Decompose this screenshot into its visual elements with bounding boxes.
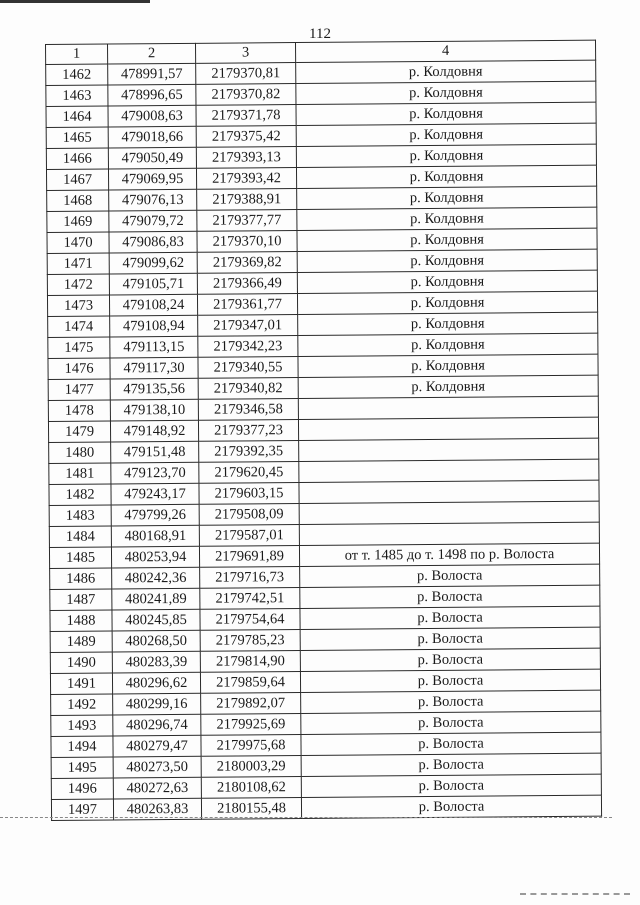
scan-marks <box>520 893 630 895</box>
point-number-cell: 1475 <box>48 337 110 358</box>
description-cell: р. Колдовня <box>298 312 598 335</box>
point-number-cell: 1479 <box>48 421 110 442</box>
column-header: 4 <box>295 40 595 62</box>
x-coordinate-cell: 479148,92 <box>110 420 198 442</box>
y-coordinate-cell: 2179347,01 <box>198 315 298 337</box>
point-number-cell: 1471 <box>47 253 109 274</box>
y-coordinate-cell: 2179742,51 <box>200 588 300 610</box>
x-coordinate-cell: 479105,71 <box>109 273 197 295</box>
x-coordinate-cell: 480245,85 <box>112 609 200 631</box>
x-coordinate-cell: 480268,50 <box>112 630 200 652</box>
y-coordinate-cell: 2180003,29 <box>201 756 301 778</box>
description-cell: р. Волоста <box>301 690 601 713</box>
description-cell: р. Волоста <box>300 669 600 692</box>
y-coordinate-cell: 2179369,82 <box>197 252 297 274</box>
description-cell: р. Волоста <box>300 606 600 629</box>
point-number-cell: 1464 <box>46 106 108 127</box>
point-number-cell: 1481 <box>49 463 111 484</box>
x-coordinate-cell: 480272,63 <box>113 777 201 799</box>
description-cell: р. Колдовня <box>297 291 597 314</box>
x-coordinate-cell: 479018,66 <box>108 126 196 148</box>
x-coordinate-cell: 479138,10 <box>110 399 198 421</box>
x-coordinate-cell: 478991,57 <box>108 63 196 85</box>
point-number-cell: 1462 <box>46 64 108 85</box>
description-cell: р. Колдовня <box>297 270 597 293</box>
description-cell: р. Волоста <box>300 648 600 671</box>
x-coordinate-cell: 479050,49 <box>108 147 196 169</box>
point-number-cell: 1480 <box>49 442 111 463</box>
top-edge-line <box>0 0 150 3</box>
description-cell: р. Колдовня <box>297 249 597 272</box>
y-coordinate-cell: 2180155,48 <box>201 798 301 820</box>
y-coordinate-cell: 2179377,23 <box>198 420 298 442</box>
y-coordinate-cell: 2179370,82 <box>196 84 296 106</box>
y-coordinate-cell: 2179892,07 <box>201 693 301 715</box>
x-coordinate-cell: 479113,15 <box>110 336 198 358</box>
point-number-cell: 1478 <box>48 400 110 421</box>
point-number-cell: 1474 <box>48 316 110 337</box>
description-cell: р. Колдовня <box>298 354 598 377</box>
description-cell: р. Волоста <box>301 732 601 755</box>
x-coordinate-cell: 479008,63 <box>108 105 196 127</box>
x-coordinate-cell: 479086,83 <box>109 231 197 253</box>
description-cell <box>299 501 599 524</box>
point-number-cell: 1463 <box>46 85 108 106</box>
coordinates-table <box>45 40 602 821</box>
description-cell: р. Колдовня <box>297 186 597 209</box>
point-number-cell: 1472 <box>47 274 109 295</box>
y-coordinate-cell: 2179375,42 <box>196 126 296 148</box>
column-header: 3 <box>195 43 295 64</box>
description-cell <box>298 417 598 440</box>
y-coordinate-cell: 2179814,90 <box>200 651 300 673</box>
x-coordinate-cell: 480299,16 <box>113 693 201 715</box>
x-coordinate-cell: 480242,36 <box>112 567 200 589</box>
x-coordinate-cell: 478996,65 <box>108 84 196 106</box>
point-number-cell: 1466 <box>46 148 108 169</box>
y-coordinate-cell: 2179370,81 <box>196 63 296 85</box>
y-coordinate-cell: 2179859,64 <box>200 672 300 694</box>
description-cell: р. Колдовня <box>298 333 598 356</box>
point-number-cell: 1465 <box>46 127 108 148</box>
point-number-cell: 1487 <box>50 589 112 610</box>
point-number-cell: 1483 <box>49 505 111 526</box>
x-coordinate-cell: 479135,56 <box>110 378 198 400</box>
point-number-cell: 1491 <box>50 673 112 694</box>
point-number-cell: 1470 <box>47 232 109 253</box>
point-number-cell: 1482 <box>49 484 111 505</box>
y-coordinate-cell: 2179361,77 <box>197 294 297 316</box>
description-cell <box>299 522 599 545</box>
x-coordinate-cell: 480273,50 <box>113 756 201 778</box>
point-number-cell: 1469 <box>47 211 109 232</box>
description-cell: р. Колдовня <box>296 165 596 188</box>
point-number-cell: 1477 <box>48 379 110 400</box>
description-cell: р. Волоста <box>301 795 601 818</box>
point-number-cell: 1485 <box>49 547 111 568</box>
x-coordinate-cell: 479076,13 <box>109 189 197 211</box>
x-coordinate-cell: 479069,95 <box>108 168 196 190</box>
point-number-cell: 1468 <box>47 190 109 211</box>
x-coordinate-cell: 480283,39 <box>112 651 200 673</box>
description-cell: р. Волоста <box>300 564 600 587</box>
x-coordinate-cell: 479099,62 <box>109 252 197 274</box>
description-cell: от т. 1485 до т. 1498 по р. Волоста <box>299 543 599 566</box>
point-number-cell: 1497 <box>51 799 113 820</box>
y-coordinate-cell: 2179371,78 <box>196 105 296 127</box>
x-coordinate-cell: 480263,83 <box>113 798 201 820</box>
point-number-cell: 1495 <box>51 757 113 778</box>
x-coordinate-cell: 479108,94 <box>110 315 198 337</box>
point-number-cell: 1496 <box>51 778 113 799</box>
description-cell: р. Волоста <box>301 711 601 734</box>
y-coordinate-cell: 2179366,49 <box>197 273 297 295</box>
point-number-cell: 1494 <box>51 736 113 757</box>
y-coordinate-cell: 2179620,45 <box>199 462 299 484</box>
point-number-cell: 1489 <box>50 631 112 652</box>
y-coordinate-cell: 2179340,82 <box>198 378 298 400</box>
x-coordinate-cell: 479117,30 <box>110 357 198 379</box>
point-number-cell: 1473 <box>47 295 109 316</box>
x-coordinate-cell: 480279,47 <box>113 735 201 757</box>
x-coordinate-cell: 480241,89 <box>112 588 200 610</box>
y-coordinate-cell: 2179393,42 <box>196 168 296 190</box>
point-number-cell: 1484 <box>49 526 111 547</box>
y-coordinate-cell: 2179388,91 <box>197 189 297 211</box>
y-coordinate-cell: 2179925,69 <box>201 714 301 736</box>
description-cell: р. Колдовня <box>297 228 597 251</box>
description-cell: р. Волоста <box>301 753 601 776</box>
y-coordinate-cell: 2179587,01 <box>199 525 299 547</box>
table-body <box>46 40 602 820</box>
page-number: 112 <box>309 26 331 42</box>
description-cell: р. Колдовня <box>296 102 596 125</box>
y-coordinate-cell: 2179975,68 <box>201 735 301 757</box>
description-cell: р. Волоста <box>301 774 601 797</box>
y-coordinate-cell: 2179370,10 <box>197 231 297 253</box>
x-coordinate-cell: 480296,74 <box>113 714 201 736</box>
x-coordinate-cell: 479123,70 <box>111 462 199 484</box>
y-coordinate-cell: 2179340,55 <box>198 357 298 379</box>
y-coordinate-cell: 2179342,23 <box>198 336 298 358</box>
y-coordinate-cell: 2179377,77 <box>197 210 297 232</box>
description-cell: р. Колдовня <box>297 207 597 230</box>
y-coordinate-cell: 2179716,73 <box>200 567 300 589</box>
x-coordinate-cell: 479108,24 <box>109 294 197 316</box>
column-header: 1 <box>46 44 108 64</box>
description-cell: р. Волоста <box>300 627 600 650</box>
description-cell <box>299 459 599 482</box>
description-cell: р. Колдовня <box>296 81 596 104</box>
description-cell: р. Колдовня <box>296 60 596 83</box>
column-header: 2 <box>108 43 196 64</box>
point-number-cell: 1488 <box>50 610 112 631</box>
point-number-cell: 1486 <box>50 568 112 589</box>
description-cell <box>298 396 598 419</box>
y-coordinate-cell: 2179508,09 <box>199 504 299 526</box>
cut-line <box>0 817 612 818</box>
y-coordinate-cell: 2179603,15 <box>199 483 299 505</box>
x-coordinate-cell: 479799,26 <box>111 504 199 526</box>
point-number-cell: 1467 <box>46 169 108 190</box>
x-coordinate-cell: 480253,94 <box>111 546 199 568</box>
point-number-cell: 1476 <box>48 358 110 379</box>
y-coordinate-cell: 2179754,64 <box>200 609 300 631</box>
description-cell <box>299 480 599 503</box>
x-coordinate-cell: 479079,72 <box>109 210 197 232</box>
y-coordinate-cell: 2180108,62 <box>201 777 301 799</box>
y-coordinate-cell: 2179691,89 <box>199 546 299 568</box>
x-coordinate-cell: 480296,62 <box>112 672 200 694</box>
y-coordinate-cell: 2179392,35 <box>199 441 299 463</box>
description-cell: р. Колдовня <box>298 375 598 398</box>
description-cell: р. Волоста <box>300 585 600 608</box>
description-cell: р. Колдовня <box>296 144 596 167</box>
y-coordinate-cell: 2179346,58 <box>198 399 298 421</box>
x-coordinate-cell: 480168,91 <box>111 525 199 547</box>
x-coordinate-cell: 479151,48 <box>111 441 199 463</box>
description-cell <box>299 438 599 461</box>
point-number-cell: 1493 <box>51 715 113 736</box>
y-coordinate-cell: 2179393,13 <box>196 147 296 169</box>
point-number-cell: 1492 <box>51 694 113 715</box>
description-cell: р. Колдовня <box>296 123 596 146</box>
x-coordinate-cell: 479243,17 <box>111 483 199 505</box>
point-number-cell: 1490 <box>50 652 112 673</box>
y-coordinate-cell: 2179785,23 <box>200 630 300 652</box>
